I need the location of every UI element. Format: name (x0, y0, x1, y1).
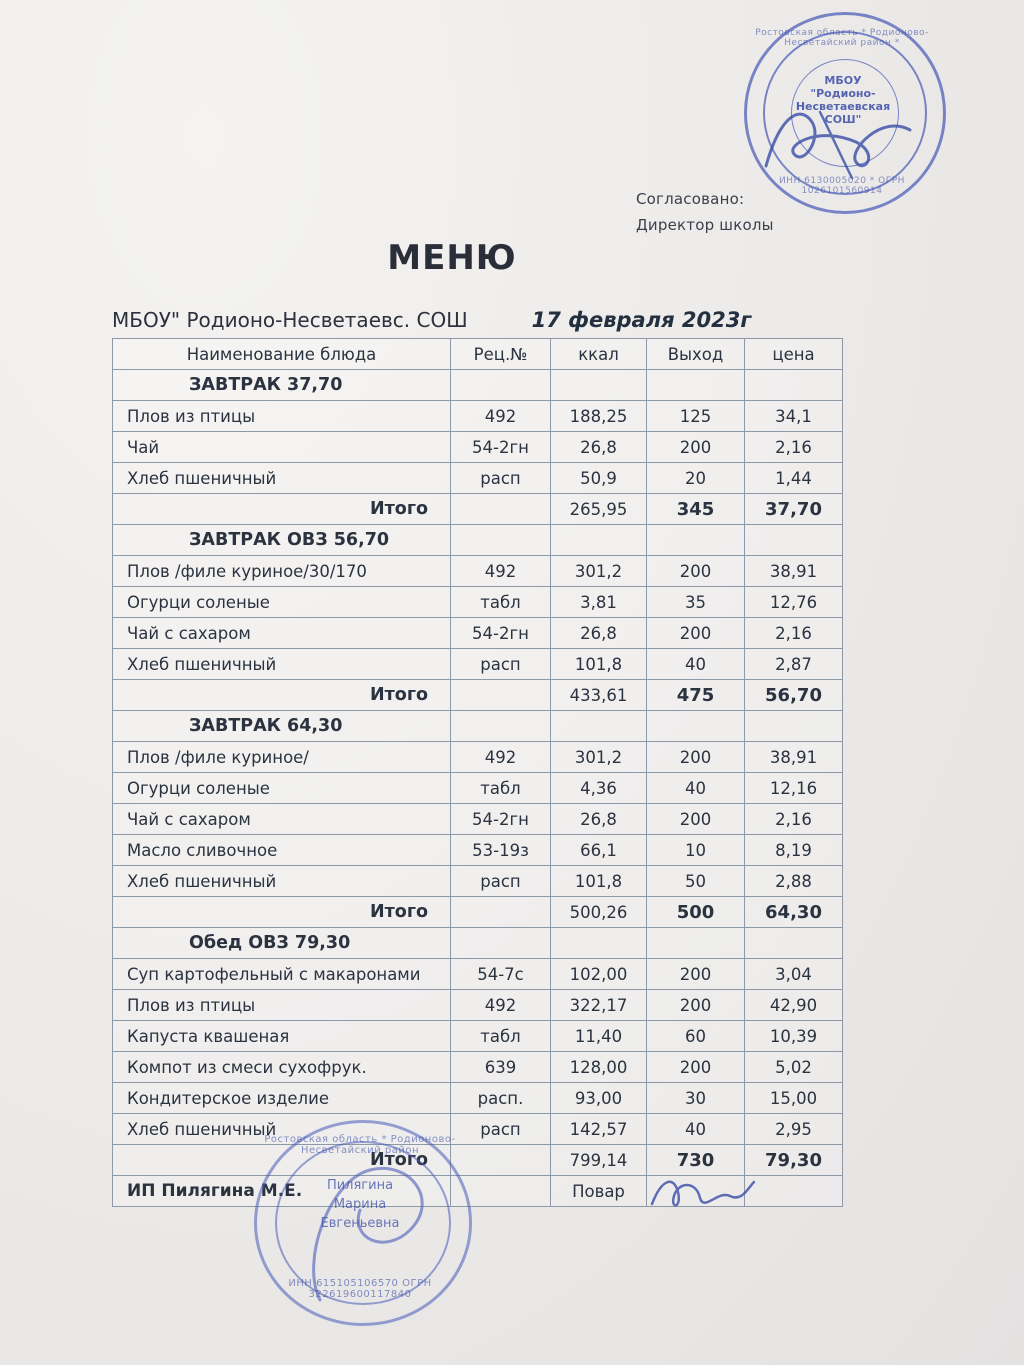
vendor-stamp-ring-top: Ростовская область * Родионово-Несветайский район (264, 1134, 456, 1156)
cell-recipe: 639 (451, 1052, 551, 1083)
cell-output: 35 (647, 587, 745, 618)
vendor-stamp-line1: Пилягина (326, 1178, 394, 1193)
cell-price: 2,16 (745, 804, 843, 835)
cell-kcal: 3,81 (551, 587, 647, 618)
cell-price: 34,1 (745, 401, 843, 432)
cell-recipe (451, 1145, 551, 1176)
cell-price: 38,91 (745, 556, 843, 587)
cell-kcal: 101,8 (551, 649, 647, 680)
cell-recipe: расп (451, 866, 551, 897)
table-row (113, 618, 843, 649)
cell-kcal: Повар (551, 1176, 647, 1207)
table-row (113, 990, 843, 1021)
cell-output: 200 (647, 432, 745, 463)
cell-price: 5,02 (745, 1052, 843, 1083)
cell-output (647, 370, 745, 401)
cell-output: 475 (647, 680, 745, 711)
cell-price: 1,44 (745, 463, 843, 494)
cell-price: 8,19 (745, 835, 843, 866)
cell-recipe: расп (451, 1114, 551, 1145)
cell-price: 2,16 (745, 618, 843, 649)
table-row (113, 1083, 843, 1114)
cell-output: 60 (647, 1021, 745, 1052)
cell-name: Итого (113, 494, 451, 525)
cell-output: 500 (647, 897, 745, 928)
vendor-stamp-ring-bottom: ИНН 615105106570 ОГРН 322619600117840 (288, 1278, 432, 1300)
cell-recipe: 54-7с (451, 959, 551, 990)
cell-output: 10 (647, 835, 745, 866)
cell-kcal: 301,2 (551, 742, 647, 773)
cell-name: Огурци соленые (113, 587, 451, 618)
cell-price: 12,76 (745, 587, 843, 618)
cell-name: Плов из птицы (113, 401, 451, 432)
cell-price: 79,30 (745, 1145, 843, 1176)
menu-table (112, 338, 843, 1207)
school-stamp-ring-bottom: ИНН 6130005020 * ОГРН 1026101560914 (779, 176, 905, 196)
cell-name: Капуста квашеная (113, 1021, 451, 1052)
page-title-text: МЕНЮ (387, 238, 517, 278)
table-row (113, 1052, 843, 1083)
table-section-row (113, 525, 843, 556)
cell-output: 345 (647, 494, 745, 525)
cell-recipe: 492 (451, 742, 551, 773)
cell-price: 10,39 (745, 1021, 843, 1052)
cell-recipe (451, 897, 551, 928)
cell-output: 200 (647, 804, 745, 835)
cell-output: 125 (647, 401, 745, 432)
cell-name: Плов /филе куриное/30/170 (113, 556, 451, 587)
cell-kcal (551, 711, 647, 742)
cell-price (745, 370, 843, 401)
cell-name: Чай (113, 432, 451, 463)
table-row (113, 1114, 843, 1145)
cell-kcal: 301,2 (551, 556, 647, 587)
header-output: Выход (647, 339, 745, 370)
cell-price: 2,88 (745, 866, 843, 897)
cell-name: Хлеб пшеничный (113, 649, 451, 680)
cell-name: ЗАВТРАК 37,70 (113, 370, 451, 401)
cell-output: 40 (647, 1114, 745, 1145)
cell-name: Итого (113, 1145, 451, 1176)
cell-kcal: 128,00 (551, 1052, 647, 1083)
table-section-row (113, 928, 843, 959)
table-row (113, 959, 843, 990)
cell-output: 40 (647, 649, 745, 680)
school-stamp-icon (744, 12, 946, 214)
cell-recipe: табл (451, 587, 551, 618)
cell-price: 64,30 (745, 897, 843, 928)
table-header-row (113, 339, 843, 370)
cell-kcal: 26,8 (551, 804, 647, 835)
cell-recipe (451, 711, 551, 742)
cell-kcal (551, 525, 647, 556)
menu-table-body (113, 339, 843, 1207)
school-stamp-line3: Несветаевская (795, 100, 891, 113)
header-kcal: ккал (551, 339, 647, 370)
cell-output: 200 (647, 959, 745, 990)
cell-price: 38,91 (745, 742, 843, 773)
cell-price (745, 525, 843, 556)
cell-recipe: табл (451, 773, 551, 804)
cell-name: Плов из птицы (113, 990, 451, 1021)
cell-recipe: 54-2гн (451, 432, 551, 463)
cell-price: 2,87 (745, 649, 843, 680)
cell-output: 730 (647, 1145, 745, 1176)
cell-kcal (551, 928, 647, 959)
cell-kcal: 322,17 (551, 990, 647, 1021)
cell-price: 37,70 (745, 494, 843, 525)
cell-name: Хлеб пшеничный (113, 463, 451, 494)
cell-output (647, 928, 745, 959)
cell-kcal: 433,61 (551, 680, 647, 711)
cell-recipe: 492 (451, 990, 551, 1021)
cell-recipe: расп (451, 649, 551, 680)
cell-recipe (451, 1176, 551, 1207)
menu-date: 17 февраля 2023г (531, 308, 752, 332)
cell-kcal: 4,36 (551, 773, 647, 804)
cell-output: 40 (647, 773, 745, 804)
cell-output: 200 (647, 1052, 745, 1083)
approval-block (636, 186, 774, 238)
cell-kcal: 50,9 (551, 463, 647, 494)
cell-name: Итого (113, 897, 451, 928)
vendor-stamp-line3: Евгеньевна (320, 1216, 400, 1231)
cell-kcal: 101,8 (551, 866, 647, 897)
cell-name: Масло сливочное (113, 835, 451, 866)
table-row (113, 463, 843, 494)
cell-name: Итого (113, 680, 451, 711)
cell-name: Хлеб пшеничный (113, 1114, 451, 1145)
cell-output: 200 (647, 618, 745, 649)
cell-name: Кондитерское изделие (113, 1083, 451, 1114)
cell-kcal: 26,8 (551, 432, 647, 463)
header-price: цена (745, 339, 843, 370)
cell-name: ЗАВТРАК 64,30 (113, 711, 451, 742)
cell-name: Чай с сахаром (113, 618, 451, 649)
cell-recipe: 53-19з (451, 835, 551, 866)
page-title (0, 238, 1024, 278)
cell-recipe: 492 (451, 401, 551, 432)
table-row (113, 587, 843, 618)
school-stamp-line2: "Родионо- (810, 87, 876, 100)
cell-price: 12,16 (745, 773, 843, 804)
cell-name: Чай с сахаром (113, 804, 451, 835)
cell-name: Компот из смеси сухофрук. (113, 1052, 451, 1083)
table-total-row (113, 680, 843, 711)
table-total-row (113, 897, 843, 928)
cell-name: ИП Пилягина М.Е. (113, 1176, 451, 1207)
cell-recipe (451, 370, 551, 401)
cell-kcal: 26,8 (551, 618, 647, 649)
cell-price: 42,90 (745, 990, 843, 1021)
cell-recipe: расп (451, 463, 551, 494)
cell-kcal: 142,57 (551, 1114, 647, 1145)
vendor-stamp-line2: Марина (333, 1197, 387, 1212)
cell-kcal: 66,1 (551, 835, 647, 866)
table-row (113, 804, 843, 835)
table-row (113, 556, 843, 587)
cell-price (745, 1176, 843, 1207)
cell-output: 200 (647, 556, 745, 587)
table-footer-row (113, 1176, 843, 1207)
cell-name: Плов /филе куриное/ (113, 742, 451, 773)
cell-price (745, 711, 843, 742)
cell-recipe (451, 525, 551, 556)
header-name: Наименование блюда (113, 339, 451, 370)
approval-line-1: Согласовано: (636, 190, 745, 208)
table-row (113, 835, 843, 866)
table-row (113, 649, 843, 680)
cell-kcal: 102,00 (551, 959, 647, 990)
cell-price: 56,70 (745, 680, 843, 711)
director-signature-icon (760, 96, 930, 186)
school-stamp-ring-top: Ростовская область * Родионово-Несветайский район * (755, 28, 929, 48)
headline (112, 308, 872, 332)
table-row (113, 401, 843, 432)
table-row (113, 432, 843, 463)
cell-price: 2,16 (745, 432, 843, 463)
cell-recipe: расп. (451, 1083, 551, 1114)
cell-output: 50 (647, 866, 745, 897)
school-name: МБОУ" Родионо-Несветаевс. СОШ (112, 308, 468, 332)
cell-output: 20 (647, 463, 745, 494)
cell-kcal: 93,00 (551, 1083, 647, 1114)
cell-kcal: 188,25 (551, 401, 647, 432)
cell-name: Суп картофельный с макаронами (113, 959, 451, 990)
cell-price: 15,00 (745, 1083, 843, 1114)
cell-name: Хлеб пшеничный (113, 866, 451, 897)
cell-recipe (451, 494, 551, 525)
cell-price (745, 928, 843, 959)
cell-kcal: 265,95 (551, 494, 647, 525)
table-total-row (113, 494, 843, 525)
cell-output: 30 (647, 1083, 745, 1114)
cell-recipe (451, 680, 551, 711)
table-row (113, 742, 843, 773)
school-stamp-text (790, 74, 896, 126)
cell-recipe (451, 928, 551, 959)
table-section-row (113, 711, 843, 742)
table-section-row (113, 370, 843, 401)
cell-recipe: табл (451, 1021, 551, 1052)
cell-output (647, 525, 745, 556)
cell-output (647, 711, 745, 742)
cell-recipe: 54-2гн (451, 804, 551, 835)
cell-kcal: 11,40 (551, 1021, 647, 1052)
cell-price: 2,95 (745, 1114, 843, 1145)
cell-output: 200 (647, 742, 745, 773)
approval-line-2: Директор школы (636, 216, 774, 234)
cell-recipe: 54-2гн (451, 618, 551, 649)
cell-kcal (551, 370, 647, 401)
school-stamp-line1: МБОУ (824, 74, 862, 87)
cell-name: Огурци соленые (113, 773, 451, 804)
cell-kcal: 500,26 (551, 897, 647, 928)
cell-output: 200 (647, 990, 745, 1021)
cell-name: ЗАВТРАК ОВЗ 56,70 (113, 525, 451, 556)
table-row (113, 866, 843, 897)
table-total-row (113, 1145, 843, 1176)
school-stamp-line4: СОШ" (824, 113, 862, 126)
cell-price: 3,04 (745, 959, 843, 990)
cell-kcal: 799,14 (551, 1145, 647, 1176)
table-row (113, 773, 843, 804)
cell-name: Обед ОВЗ 79,30 (113, 928, 451, 959)
header-recipe: Рец.№ (451, 339, 551, 370)
cell-recipe: 492 (451, 556, 551, 587)
table-row (113, 1021, 843, 1052)
cell-output (647, 1176, 745, 1207)
